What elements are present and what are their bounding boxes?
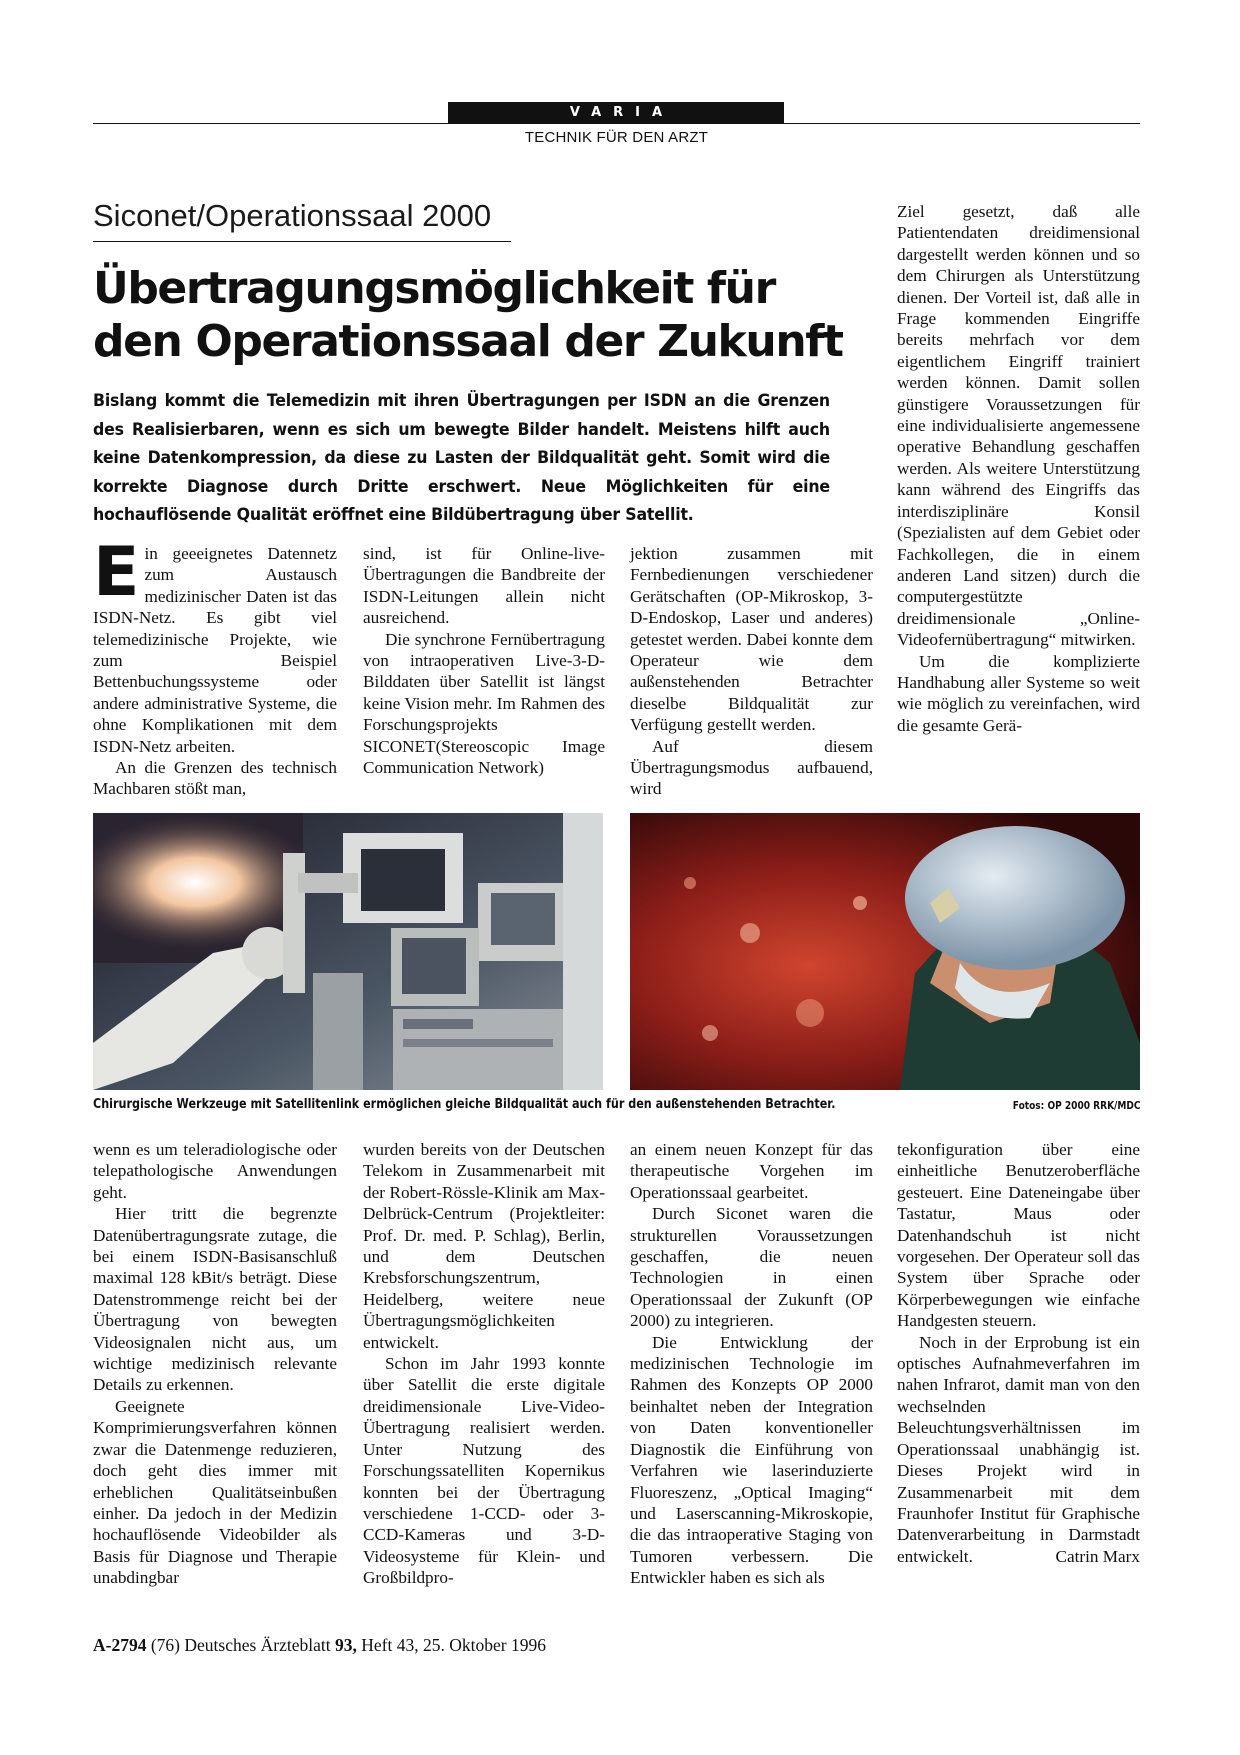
article-lead: Bislang kommt die Telemedizin mit ihren Übertragungen per ISDN an die Grenzen des Realisierbaren, wenn es sich um bewegte Bilder handelt. Meistens hilft auch keine Datenkompression, da diese zu Lasten der Bildqualität geht. Somit wird die korrekte Diagnose durch Dritte erschwert. Neue Möglichkeiten für eine hochauflösende Qualität eröffnet eine Bildübertragung über Satellit. <box>93 390 830 525</box>
photo-surgeon-monitor <box>630 813 1140 1090</box>
page-number: A-2794 <box>93 1635 147 1655</box>
paragraph: wenn es um teleradiologische oder telepathologische Anwendungen geht. <box>93 1140 337 1202</box>
kicker-rule <box>93 241 511 242</box>
header-rule <box>93 123 1140 124</box>
page-footer <box>93 1635 546 1656</box>
paragraph: Um die komplizierte Handhabung aller Systeme so weit wie möglich zu vereinfachen, wird die gesamte Gerä- <box>897 651 1140 735</box>
paragraph: jektion zusammen mit Fernbedienungen verschiedener Gerätschaften (OP-Mikroskop, 3-D-Endoskop, Laser und anderes) getestet werden. Dabei konnte dem Operateur wie dem außenstehenden Betrachter dieselbe Bildqualität zur Verfügung gestellt werden. <box>630 544 873 735</box>
article-headline <box>93 262 893 368</box>
paragraph <box>897 1332 1140 1567</box>
journal-name: Deutsches Ärzteblatt <box>184 1635 331 1655</box>
top-column-4 <box>897 201 1140 736</box>
section-title: TECHNIK FÜR DEN ARZT <box>524 129 709 146</box>
paragraph: Die synchrone Fernübertragung von intraoperativen Live-3-D-Bilddaten über Satellit ist längst keine Vision mehr. Im Rahmen des Forschungsprojekts SICONET(Stereoscopic Image Communication Network) <box>363 629 605 778</box>
bottom-column-3 <box>630 1139 873 1589</box>
paragraph: Hier tritt die begrenzte Datenübertragungsrate zutage, die bei einem ISDN-Basisanschluß maximal 128 kBit/s beträgt. Diese Datenstrommenge reicht bei der Übertragung von bewegten Videosignalen nicht aus, um wichtige medizinisch relevante Details zu erkennen. <box>93 1204 337 1395</box>
paragraph <box>93 533 337 757</box>
article-kicker: Siconet/Operationssaal 2000 <box>93 198 492 233</box>
bottom-column-1 <box>93 1139 337 1589</box>
paragraph: sind, ist für Online-live-Übertragungen die Bandbreite der ISDN-Leitungen allein nicht ausreichend. <box>363 544 605 628</box>
paragraph: Schon im Jahr 1993 konnte über Satellit die erste digitale dreidimensionale Live-Video-Übertragung realisiert werden. Unter Nutzung des Forschungssatelliten Kopernikus konnten bei der Übertragung verschiedene 1-CCD- oder 3-CCD-Kameras und 3-D-Videosysteme für Klein- und Großbildpro- <box>363 1354 605 1588</box>
paragraph: Die Entwicklung der medizinischen Technologie im Rahmen des Konzepts OP 2000 beinhaltet neben der Integration von Daten konventioneller Diagnostik die Einführung von Verfahren wie laserinduzierte Fluoreszenz, „Optical Imaging“ und Laserscanning-Mikroskopie, die das intraoperative Staging von Tumoren verbessern. Die Entwickler haben es sich als <box>630 1332 873 1588</box>
journal-issue: Heft 43, 25. Oktober 1996 <box>361 1635 546 1655</box>
varia-label: VARIA <box>448 102 784 123</box>
paragraph: Auf diesem Übertragungsmodus aufbauend, wird <box>630 736 873 799</box>
headline-line-1: Übertragungsmöglichkeit für <box>93 263 775 314</box>
surgeon-monitor-image <box>630 813 1140 1090</box>
paragraph: Durch Siconet waren die strukturellen Voraussetzungen geschaffen, die neuen Technologien in einen Operationssaal der Zukunft (OP 2000) zu integrieren. <box>630 1204 873 1331</box>
journal-volume: 93, <box>335 1635 357 1655</box>
author-name: Catrin Marx <box>1055 1546 1140 1566</box>
top-column-3 <box>630 543 873 800</box>
paragraph-text: in geeeignetes Datennetz zum Austausch medizinischer Daten ist das ISDN-Netz. Es gibt viel telemedizinische Projekte, wie zum Beispiel Bettenbuchungssysteme oder andere administrative Systeme, die ohne Komplikationen mit dem ISDN-Netz arbeiten. <box>93 544 337 756</box>
paragraph: wurden bereits von der Deutschen Telekom in Zusammenarbeit mit der Robert-Rössle-Klinik am Max-Delbrück-Centrum (Projektleiter: Prof. Dr. med. P. Schlag), Berlin, und dem Deutschen Krebsforschungszentrum, Heidelberg, weitere neue Übertragungsmöglichkeiten entwickelt. <box>363 1140 605 1352</box>
bottom-column-4 <box>897 1139 1140 1567</box>
top-column-1 <box>93 533 337 800</box>
paragraph: tekonfiguration über eine einheitliche Benutzeroberfläche gesteuert. Eine Dateneingabe über Tastatur, Maus oder Datenhandschuh ist nicht vorgesehen. Der Operateur soll das System über Sprache oder Körperbewegungen wie einfache Handgesten steuern. <box>897 1140 1140 1331</box>
paragraph: Ziel gesetzt, daß alle Patientendaten dreidimensional dargestellt werden können und so dem Chirurgen als Unterstützung dienen. Der Vorteil ist, daß alle in Frage kommenden Eingriffe bereits mehrfach vor dem eigentlichem Eingriff trainiert werden können. Damit sollen günstigere Voraussetzungen für eine individualisierte angemessene operative Behandlung geschaffen werden. Als weitere Unterstützung kann während des Eingriffs das interdisziplinäre Konsil (Spezialisten auf dem Gebiet oder Fachkollegen, die in einem anderen Land sitzen) durch die computergestützte dreidimensionale „Online-Videofernübertragung“ mitwirken. <box>897 202 1140 650</box>
paragraph: an einem neuen Konzept für das therapeutische Vorgehen im Operationssaal gearbeitet. <box>630 1140 873 1202</box>
page-number-alt: (76) <box>150 1635 180 1655</box>
bottom-column-2 <box>363 1139 605 1589</box>
paragraph: An die Grenzen des technisch Machbaren stößt man, <box>93 758 337 799</box>
photo-credit: Fotos: OP 2000 RRK/MDC <box>1012 1100 1140 1112</box>
headline-line-2: den Operationssaal der Zukunft <box>93 316 843 367</box>
drop-cap: E <box>93 533 140 612</box>
paragraph-text: Noch in der Erprobung ist ein optisches Aufnahmeverfahren im nahen Infrarot, damit man von den wechselnden Beleuchtungsverhältnissen im Operationssaal unabhängig ist. Dieses Projekt wird in Zusammenarbeit mit dem Fraunhofer Institut für Graphische Datenverarbeitung in Darmstadt entwickelt. <box>897 1332 1140 1566</box>
photo-surgical-equipment <box>93 813 603 1090</box>
top-column-2 <box>363 543 605 778</box>
photo-caption: Chirurgische Werkzeuge mit Satellitenlink ermöglichen gleiche Bildqualität auch für den außenstehenden Betrachter. <box>93 1097 836 1112</box>
paragraph: Geeignete Komprimierungsverfahren können zwar die Datenmenge reduzieren, doch geht dies immer mit erheblichen Qualitätseinbußen einher. Da jedoch in der Medizin hochauflösende Videobilder als Basis für Diagnose und Therapie unabdingbar <box>93 1396 337 1588</box>
surgical-equipment-image <box>93 813 603 1090</box>
